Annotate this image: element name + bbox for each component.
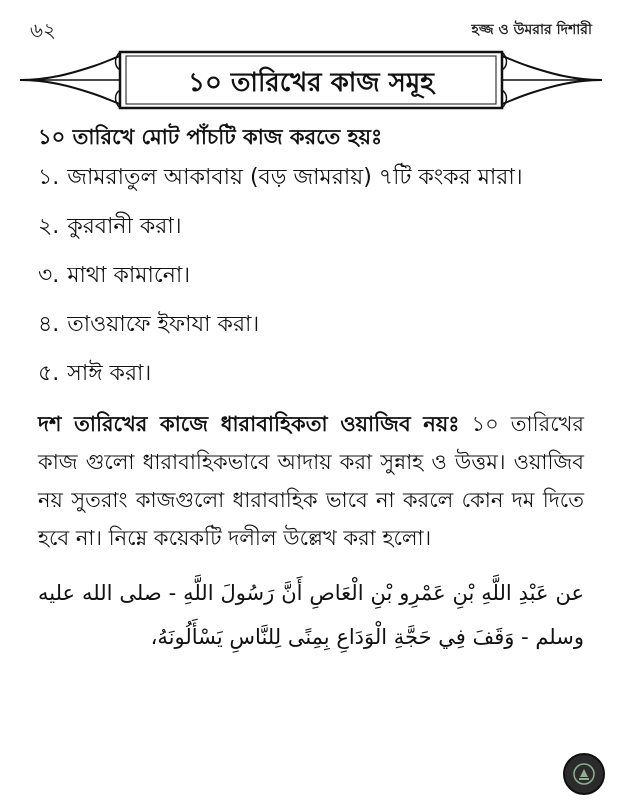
running-title: হজ্জ ও উমরার দিশারী [471, 22, 592, 38]
note-heading: দশ তারিখের কাজে ধারাবাহিকতা ওয়াজিব নয়ঃ [38, 412, 460, 436]
list-item-number: ৫. [38, 361, 60, 386]
list-item [38, 209, 584, 245]
main-content [38, 120, 584, 659]
list-item-number: ২. [38, 214, 60, 239]
list-item-text: কুরবানী করা। [67, 214, 182, 239]
page-number: ৬২ [30, 18, 57, 42]
section-title: ১০ তারিখের কাজ সমূহ [188, 68, 434, 98]
logo-badge-icon [572, 762, 596, 786]
task-list [38, 160, 584, 392]
note-paragraph [38, 405, 584, 557]
logo-badge[interactable] [563, 753, 605, 795]
list-item [38, 160, 584, 196]
list-item-text: তাওয়াফে ইফাযা করা। [67, 312, 260, 337]
list-item-number: ৪. [38, 312, 60, 337]
intro-heading: ১০ তারিখে মোট পাঁচটি কাজ করতে হয়ঃ [38, 125, 383, 149]
list-item [38, 307, 584, 343]
list-item [38, 356, 584, 392]
list-item-text: জামরাতুল আকাবায় (বড় জামরায়) ৭টি কংকর মারা। [67, 165, 523, 190]
list-item [38, 258, 584, 294]
note-body: ১০ তারিখের কাজ গুলো ধারাবাহিকভাবে আদায় করা সুন্নাহ ও উত্তম। ওয়াজিব নয় সুতরাং কাজগুলো ধারাবাহিক ভাবে না করলে কোন দম দিতে হবে না। নিম্নে কয়েকটি দলীল উল্লেখ করা হলো। [38, 412, 584, 550]
list-item-number: ১. [38, 165, 60, 190]
list-item-number: ৩. [38, 263, 60, 288]
list-item-text: মাথা কামানো। [67, 263, 191, 288]
arabic-hadith-text: عن عَبْدِ اللَّهِ بْنِ عَمْرِو بْنِ الْعَاصِ أَنَّ رَسُولَ اللَّهِ - صلى الله عليه وسلم - وَقَفَ فِي حَجَّةِ الْوَدَاعِ بِمِنًى لِلنَّاسِ يَسْأَلُونَهُ، [38, 581, 584, 649]
title-banner [18, 46, 604, 114]
list-item-text: সাঈ করা। [67, 361, 152, 386]
